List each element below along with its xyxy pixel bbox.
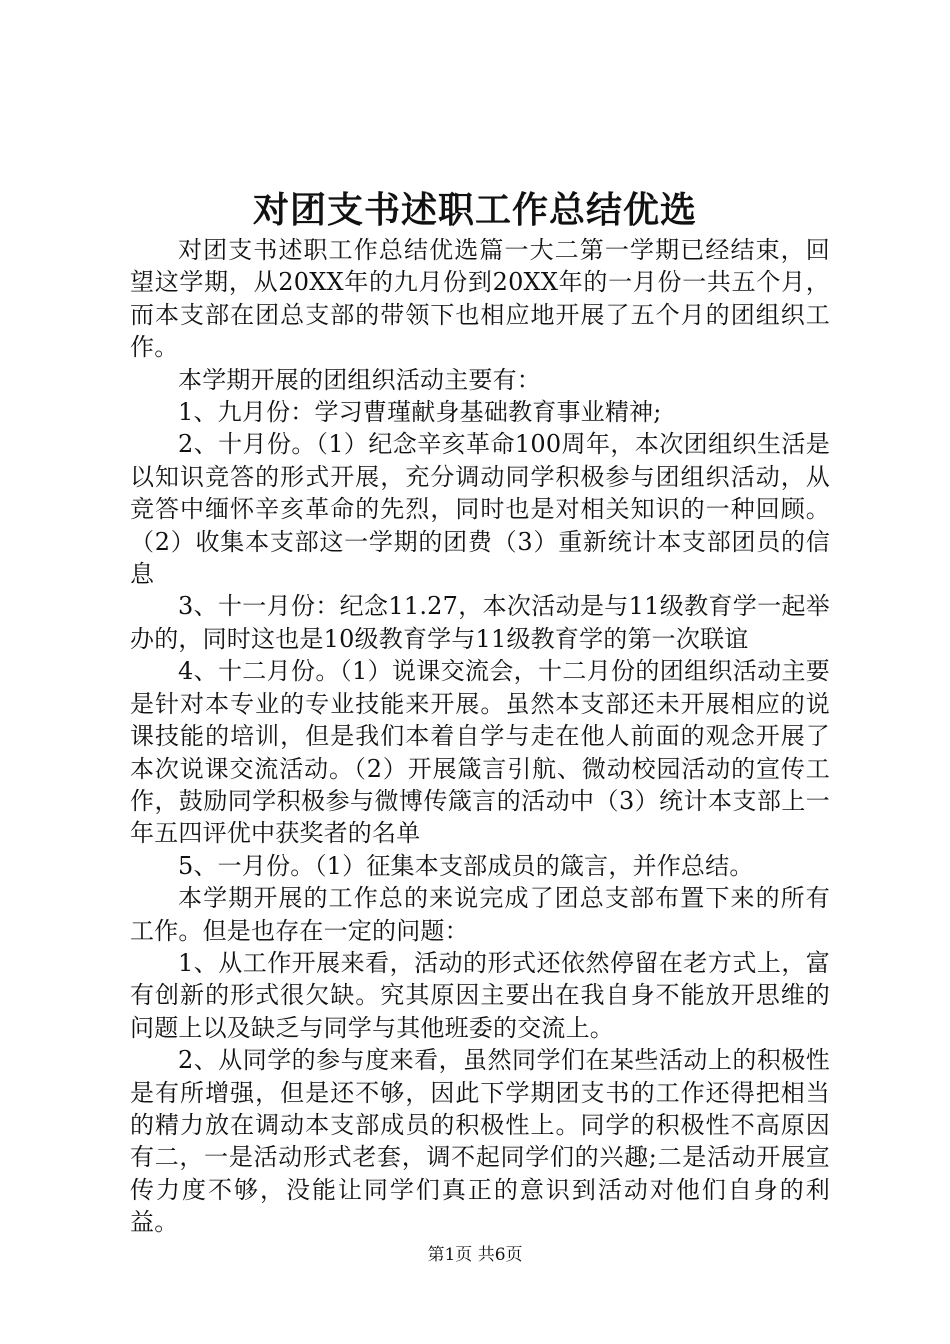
paragraph-activities-heading: 本学期开展的团组织活动主要有： (178, 365, 541, 394)
paragraph-september: 1、九月份：学习曹瑾献身基础教育事业精神; (178, 398, 662, 427)
paragraph-january: 5、一月份。（1）征集本支部成员的箴言，并作总结。 (178, 851, 754, 880)
paragraph-summary: 本学期开展的工作总的来说完成了团总支部布置下来的所有工作。但是也存在一定的问题： (130, 884, 830, 945)
paragraph-october: 2、十月份。（1）纪念辛亥革命100周年，本次团组织生活是以知识竞答的形式开展，充分调动同学积极参与团组织活动，从竞答中缅怀辛亥革命的先烈，同时也是对相关知识的一种回顾。（2）收集本支部这一学期的团费（3）重新统计本支部团员的信息 (130, 430, 830, 589)
paragraph-problem-2: 2、从同学的参与度来看，虽然同学们在某些活动上的积极性是有所增强，但是还不够，因此下学期团支书的工作还得把相当的精力放在调动本支部成员的积极性上。同学的积极性不高原因有二，一是活动形式老套，调不起同学们的兴趣;二是活动开展宣传力度不够，没能让同学们真正的意识到活动对他们自身的利益。 (130, 1046, 830, 1237)
paragraph-november: 3、十一月份：纪念11.27，本次活动是与11级教育学一起举办的，同时这也是10级教育学与11级教育学的第一次联谊 (130, 592, 830, 653)
paragraph-december: 4、十二月份。（1）说课交流会，十二月份的团组织活动主要是针对本专业的专业技能来开展。虽然本支部还未开展相应的说课技能的培训，但是我们本着自学与走在他人前面的观念开展了本次说课交流活动。（2）开展箴言引航、微动校园活动的宣传工作，鼓励同学积极参与微博传箴言的活动中（3）统计本支部上一年五四评优中获奖者的名单 (130, 657, 830, 848)
paragraph-problem-1: 1、从工作开展来看，活动的形式还依然停留在老方式上，富有创新的形式很欠缺。究其原因主要出在我自身不能放开思维的问题上以及缺乏与同学与其他班委的交流上。 (130, 948, 830, 1042)
document-body (130, 234, 830, 1239)
page-footer: 第1页 共6页 (427, 1245, 523, 1265)
document-title: 对团支书述职工作总结优选 (252, 189, 697, 231)
paragraph-intro: 对团支书述职工作总结优选篇一大二第一学期已经结束，回望这学期，从20XX年的九月份到20XX年的一月份一共五个月，而本支部在团总支部的带领下也相应地开展了五个月的团组织工作。 (130, 236, 830, 362)
